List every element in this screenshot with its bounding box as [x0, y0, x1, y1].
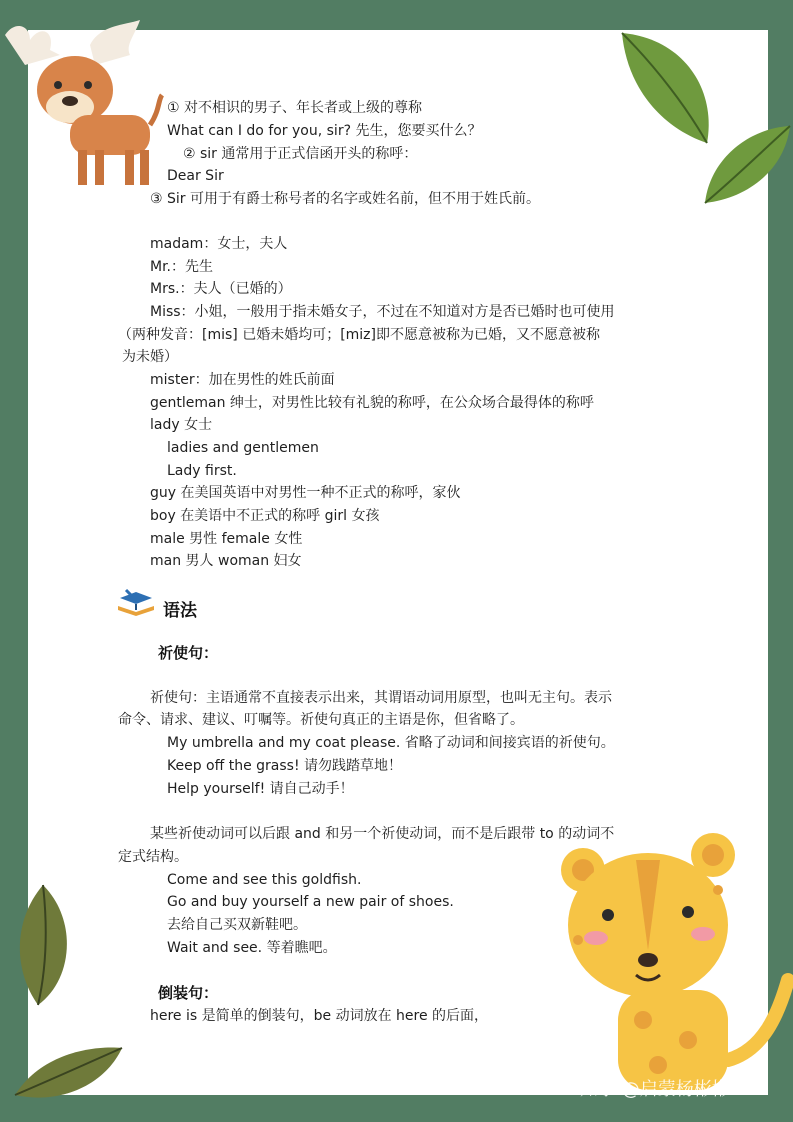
text-line: guy 在美国英语中对男性一种不正式的称呼，家伙: [150, 485, 461, 501]
text-line: lady 女士: [150, 417, 213, 433]
book-icon: [116, 588, 156, 616]
text-line: ① 对不相识的男子、年长者或上级的尊称: [167, 100, 422, 116]
text-line: 去给自己买双新鞋吧。: [167, 917, 307, 933]
text-line: Keep off the grass! 请勿践踏草地！: [167, 758, 403, 774]
text-line: Go and buy yourself a new pair of shoes.: [167, 894, 454, 910]
leaf-icon: [700, 118, 793, 208]
text-line: gentleman 绅士，对男性比较有礼貌的称呼，在公众场合最得体的称呼: [150, 395, 594, 411]
grammar-heading: 语法: [163, 601, 197, 621]
text-line: My umbrella and my coat please. 省略了动词和间接宾语的祈使句。: [167, 735, 615, 751]
text-line: Wait and see. 等着瞧吧。: [167, 940, 337, 956]
text-line: Miss：小姐，一般用于指未婚女子，不过在不知道对方是否已婚时也可使用: [150, 304, 615, 320]
text-line: ladies and gentlemen: [167, 440, 319, 456]
leaf-icon: [8, 880, 78, 1010]
text-line: Dear Sir: [167, 168, 224, 184]
text-line: Help yourself! 请自己动手！: [167, 781, 354, 797]
text-line: man 男人 woman 妇女: [150, 553, 302, 569]
text-line: ③ Sir 可用于有爵士称号者的名字或姓名前，但不用于姓氏前。: [150, 191, 540, 207]
text-line: Lady first.: [167, 463, 237, 479]
text-line: 某些祈使动词可以后跟 and 和另一个祈使动词，而不是后跟带 to 的动词不: [150, 826, 615, 842]
leaf-icon: [10, 1040, 125, 1110]
text-line: Mr.：先生: [150, 259, 213, 275]
text-line: What can I do for you, sir? 先生，您要买什么？: [167, 123, 482, 139]
watermark: 知乎 @启蒙杨彬彬: [580, 1079, 730, 1100]
text-line: Come and see this goldfish.: [167, 872, 362, 888]
text-line: madam：女士，夫人: [150, 236, 288, 252]
text-line: Mrs.：夫人（已婚的）: [150, 281, 292, 297]
text-line: 定式结构。: [118, 849, 188, 865]
text-line: （两种发音：[mis] 已婚未婚均可；[miz]即不愿意被称为已婚，又不愿意被称: [118, 327, 600, 343]
text-line: boy 在美语中不正式的称呼 girl 女孩: [150, 508, 380, 524]
text-line: male 男性 female 女性: [150, 531, 303, 547]
leopard-icon: [548, 830, 793, 1095]
text-line: 命令、请求、建议、叮嘱等。祈使句真正的主语是你，但省略了。: [118, 712, 524, 728]
moose-icon: [0, 15, 165, 190]
imperative-title: 祈使句：: [158, 644, 219, 662]
text-line: here is 是简单的倒装句，be 动词放在 here 的后面，: [150, 1008, 489, 1024]
text-line: 为未婚）: [122, 349, 178, 365]
inversion-title: 倒装句：: [158, 984, 219, 1002]
text-line: mister：加在男性的姓氏前面: [150, 372, 335, 388]
text-line: ② sir 通常用于正式信函开头的称呼：: [183, 146, 418, 162]
text-line: 祈使句：主语通常不直接表示出来，其谓语动词用原型，也叫无主句。表示: [150, 690, 612, 706]
